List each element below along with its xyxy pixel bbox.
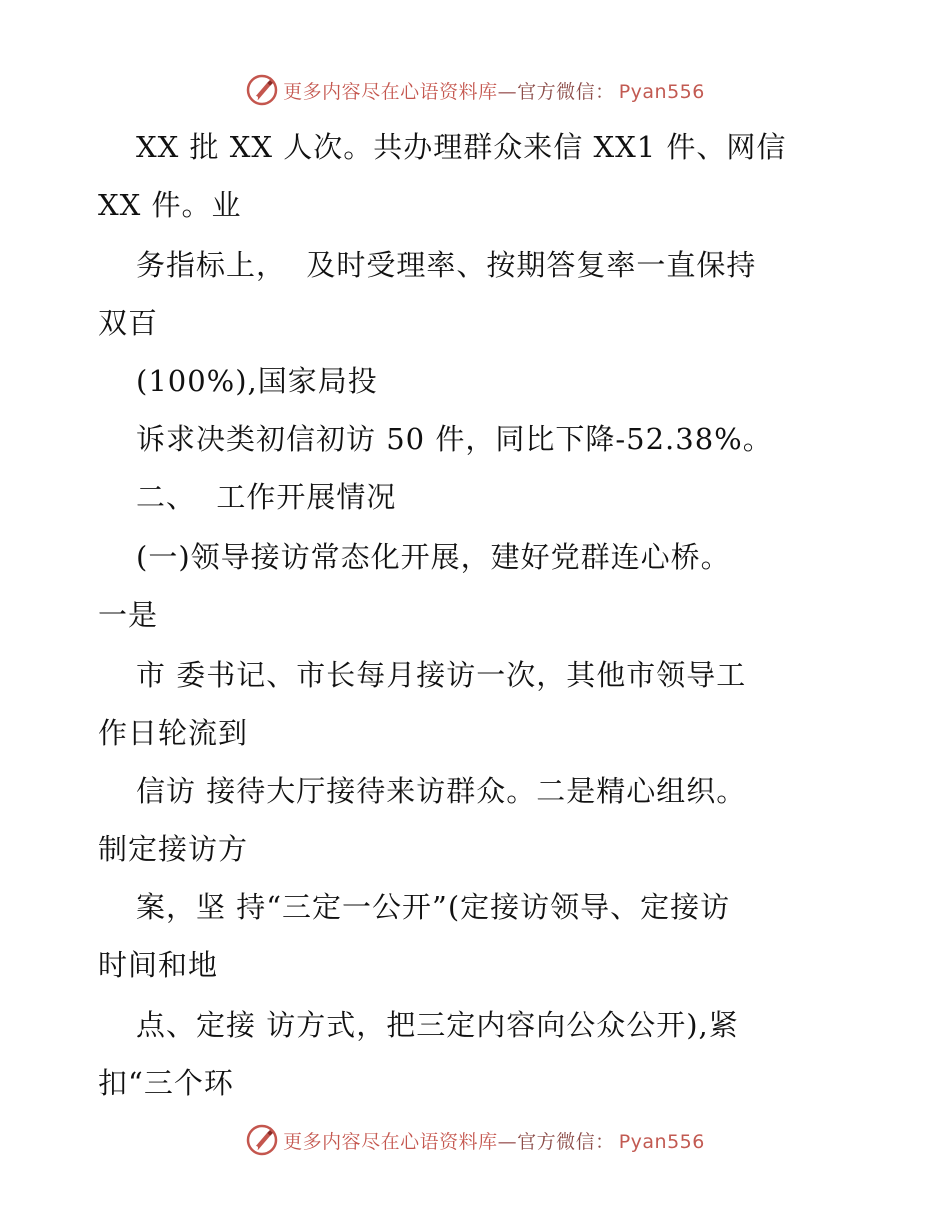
body-line: (100%),国家局投 (136, 364, 378, 398)
footer-banner-subtitle: 官方微信： (517, 1130, 615, 1153)
body-line: 作日轮流到 (98, 716, 249, 750)
body-line: 扣“三个环 (98, 1066, 234, 1100)
body-line: 双百 (98, 306, 159, 340)
body-line: 点、定接 访方式，把三定内容向公众公开),紧 (136, 1008, 739, 1042)
footer-banner-title: 更多内容尽在心语资料库 (283, 1130, 498, 1153)
body-line: 时间和地 (98, 948, 219, 982)
footer-banner-wechat-id: Pyan556 (618, 1130, 705, 1153)
header-banner-subtitle: 官方微信： (517, 80, 615, 103)
red-seal-pen-icon (245, 73, 279, 107)
body-line: 务指标上， 及时受理率、按期答复率一直保持 (136, 248, 757, 282)
body-line: 诉求决类初信初访 50 件，同比下降-52.38%。 (136, 422, 773, 456)
body-line: 案，坚 持“三定一公开”(定接访领导、定接访 (136, 890, 731, 924)
section-heading: 二、 工作开展情况 (136, 480, 397, 514)
footer-banner-dash: — (497, 1130, 518, 1153)
header-banner-title: 更多内容尽在心语资料库 (283, 80, 498, 103)
header-banner-wechat-id: Pyan556 (618, 80, 705, 103)
body-line: 一是 (98, 598, 159, 632)
body-line: 市 委书记、市长每月接访一次，其他市领导工 (136, 658, 747, 692)
header-banner-text (283, 77, 705, 104)
header-banner (0, 70, 950, 110)
body-line: 信访 接待大厅接待来访群众。二是精心组织。 (136, 774, 747, 808)
body-line: 制定接访方 (98, 832, 249, 866)
header-banner-dash: — (497, 80, 518, 103)
footer-banner (0, 1120, 950, 1160)
footer-banner-text (283, 1127, 705, 1154)
body-line: XX 件。业 (98, 188, 242, 222)
body-line: XX 批 XX 人次。共办理群众来信 XX1 件、网信 (136, 130, 787, 164)
red-seal-pen-icon (245, 1123, 279, 1157)
body-line: (一)领导接访常态化开展，建好党群连心桥。 (136, 540, 731, 574)
